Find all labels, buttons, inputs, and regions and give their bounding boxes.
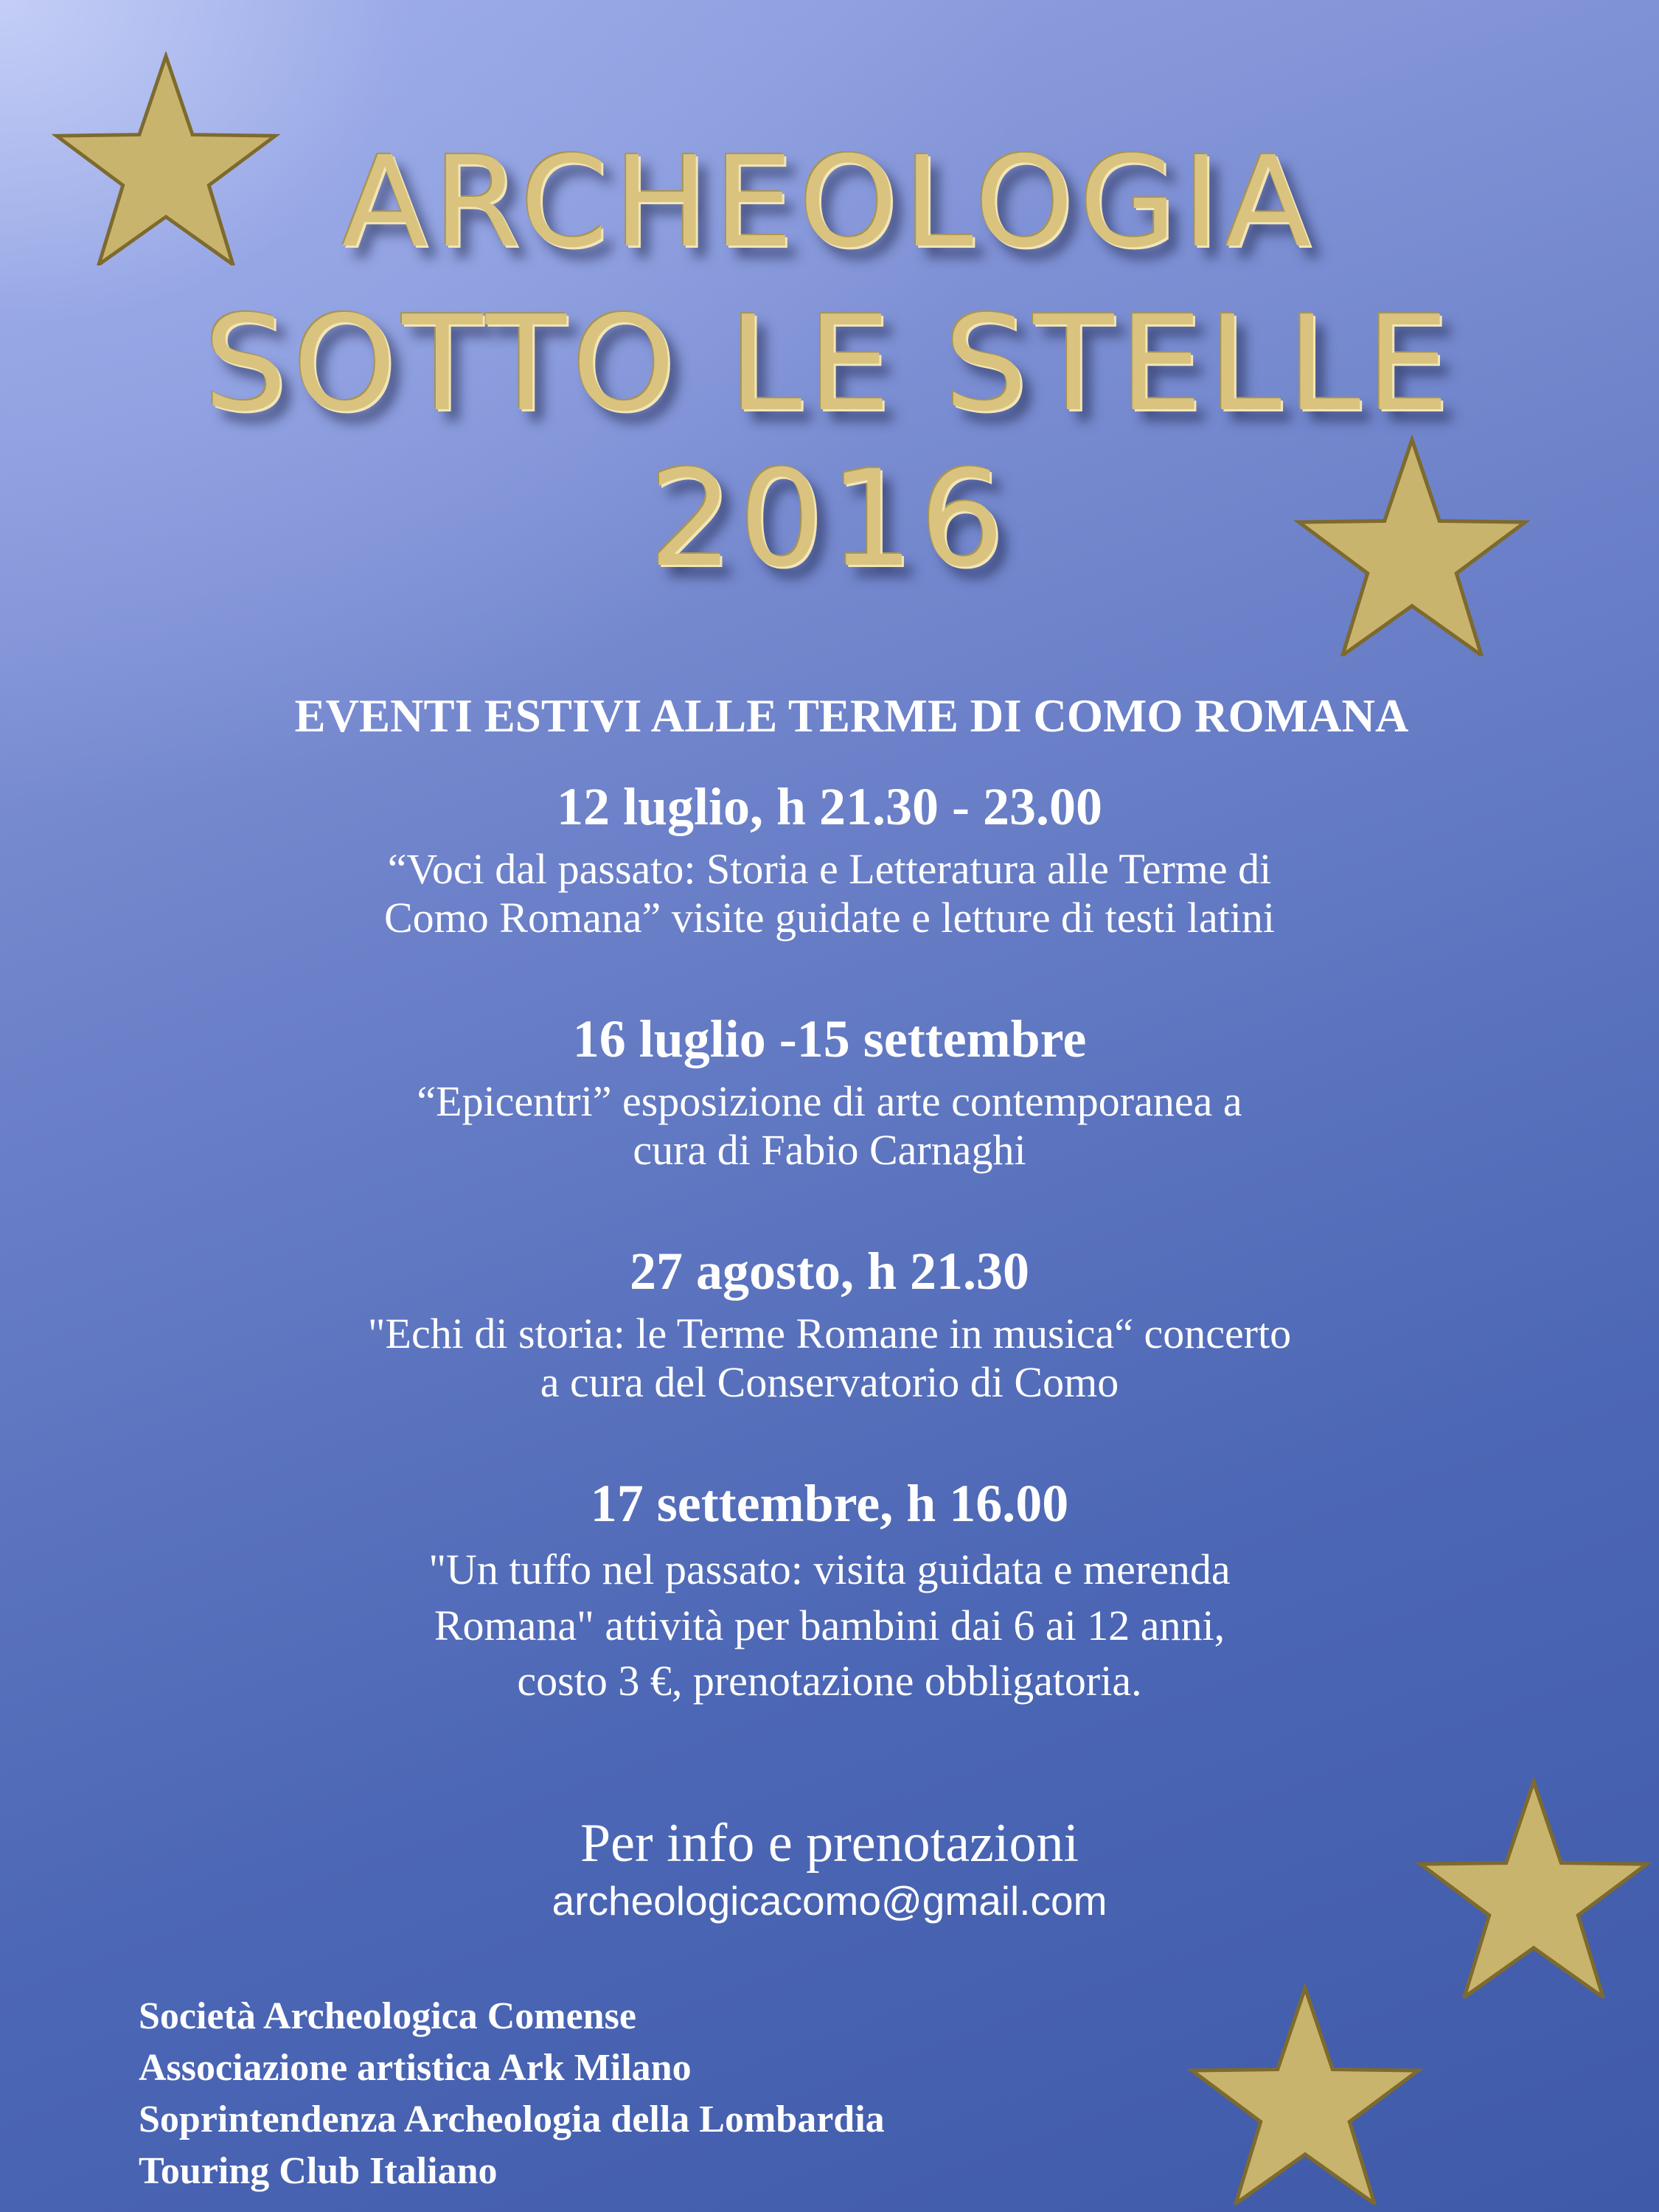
organizer-item: Associazione artistica Ark Milano (139, 2047, 692, 2089)
organizers-list (139, 1991, 885, 2197)
event-description-line: Romana" attività per bambini dai 6 ai 12 anni, (434, 1601, 1225, 1649)
event-item (0, 1242, 1659, 1406)
info-block (0, 1814, 1659, 1925)
event-date: 12 luglio, h 21.30 - 23.00 (556, 777, 1103, 836)
event-description-line: "Echi di storia: le Terme Romane in musica“ concerto (367, 1310, 1292, 1358)
organizer-item: Touring Club Italiano (139, 2150, 498, 2192)
event-description-line: "Un tuffo nel passato: visita guidata e merenda (428, 1545, 1231, 1594)
event-description-line: cura di Fabio Carnaghi (633, 1125, 1026, 1174)
event-item (0, 1475, 1659, 1708)
event-description (0, 845, 1659, 942)
event-description (0, 1077, 1659, 1174)
event-description (0, 1542, 1659, 1708)
title-line-1: ARCHEOLOGIA (341, 130, 1318, 276)
title-line-3: 2016 (648, 442, 1011, 597)
organizer-item: Soprintendenza Archeologia della Lombardia (139, 2098, 885, 2140)
star-icon (1187, 1983, 1423, 2205)
event-item (0, 778, 1659, 942)
event-description-line: Como Romana” visite guidate e letture di testi latini (383, 893, 1276, 942)
event-description (0, 1310, 1659, 1406)
subtitle: EVENTI ESTIVI ALLE TERME DI COMO ROMANA (294, 690, 1409, 742)
title-line-2: SOTTO LE STELLE (204, 288, 1455, 440)
info-heading: Per info e prenotazioni (580, 1813, 1079, 1874)
event-description-line: “Epicentri” esposizione di arte contemporanea a (417, 1077, 1242, 1126)
event-description-line: “Voci dal passato: Storia e Letteratura alle Terme di (387, 845, 1272, 894)
event-description-line: costo 3 €, prenotazione obbligatoria. (517, 1656, 1142, 1705)
event-description-line: a cura del Conservatorio di Como (540, 1357, 1119, 1406)
event-date: 17 settembre, h 16.00 (590, 1474, 1069, 1533)
organizer-item: Società Archeologica Comense (139, 1995, 636, 2037)
event-item (0, 1010, 1659, 1174)
event-date: 16 luglio -15 settembre (572, 1009, 1087, 1068)
contact-email[interactable]: archeologicacomo@gmail.com (552, 1878, 1107, 1924)
event-date: 27 agosto, h 21.30 (629, 1242, 1030, 1301)
